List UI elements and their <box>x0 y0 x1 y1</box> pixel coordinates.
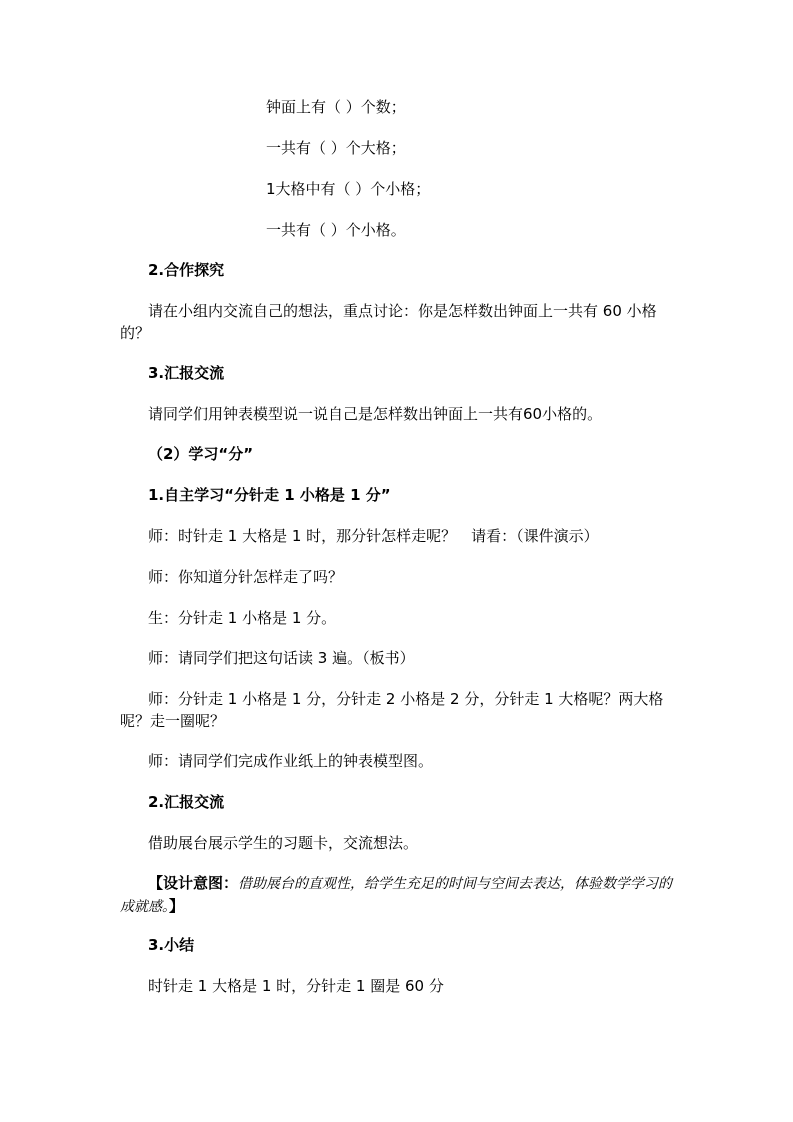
blank-line-big-divisions: 一共有（ ）个大格； <box>266 139 406 157</box>
paragraph-discussion: 请在小组内交流自己的想法，重点讨论：你是怎样数出钟面上一共有 60 小格的？ <box>120 302 657 342</box>
dialogue-line-5: 师：分针走 1 小格是 1 分，分针走 2 小格是 2 分，分针走 1 大格呢？两大格呢？走一圈呢？ <box>120 690 664 730</box>
heading-cooperative-exploration: 2.合作探究 <box>148 261 225 279</box>
heading-learn-minute: （2）学习“分” <box>148 445 254 463</box>
dialogue-line-6: 师：请同学们完成作业纸上的钟表模型图。 <box>148 752 434 770</box>
heading-self-study: 1.自主学习“分针走 1 小格是 1 分” <box>148 486 391 504</box>
design-intent-note <box>120 872 680 918</box>
design-intent-end: 】 <box>169 897 185 915</box>
blank-line-small-divisions: 一共有（ ）个小格。 <box>266 221 406 239</box>
dialogue-line-1: 师：时针走 1 大格是 1 时，那分针怎样走呢？ 请看：（课件演示） <box>148 527 599 545</box>
paragraph-report: 请同学们用钟表模型说一说自己是怎样数出钟面上一共有60小格的。 <box>148 405 603 423</box>
design-intent-text: 借助展台的直观性，给学生充足的时间与空间去表达，体验数学学习的成就感。 <box>120 876 673 915</box>
blank-line-small-per-big: 1大格中有（ ）个小格； <box>266 180 431 198</box>
dialogue-line-4: 师：请同学们把这句话读 3 遍。（板书） <box>148 649 415 667</box>
heading-report-exchange: 3.汇报交流 <box>148 364 225 382</box>
heading-report-exchange-2: 2.汇报交流 <box>148 793 225 811</box>
design-intent-label: 【设计意图： <box>148 874 239 892</box>
blank-line-numbers: 钟面上有（ ）个数； <box>266 98 406 116</box>
paragraph-showcase: 借助展台展示学生的习题卡，交流想法。 <box>148 834 419 852</box>
heading-summary: 3.小结 <box>148 936 195 954</box>
paragraph-summary: 时针走 1 大格是 1 时，分针走 1 圈是 60 分 <box>148 977 444 995</box>
dialogue-line-2: 师：你知道分针怎样走了吗？ <box>148 568 344 586</box>
dialogue-line-3: 生：分针走 1 小格是 1 分。 <box>148 609 337 627</box>
